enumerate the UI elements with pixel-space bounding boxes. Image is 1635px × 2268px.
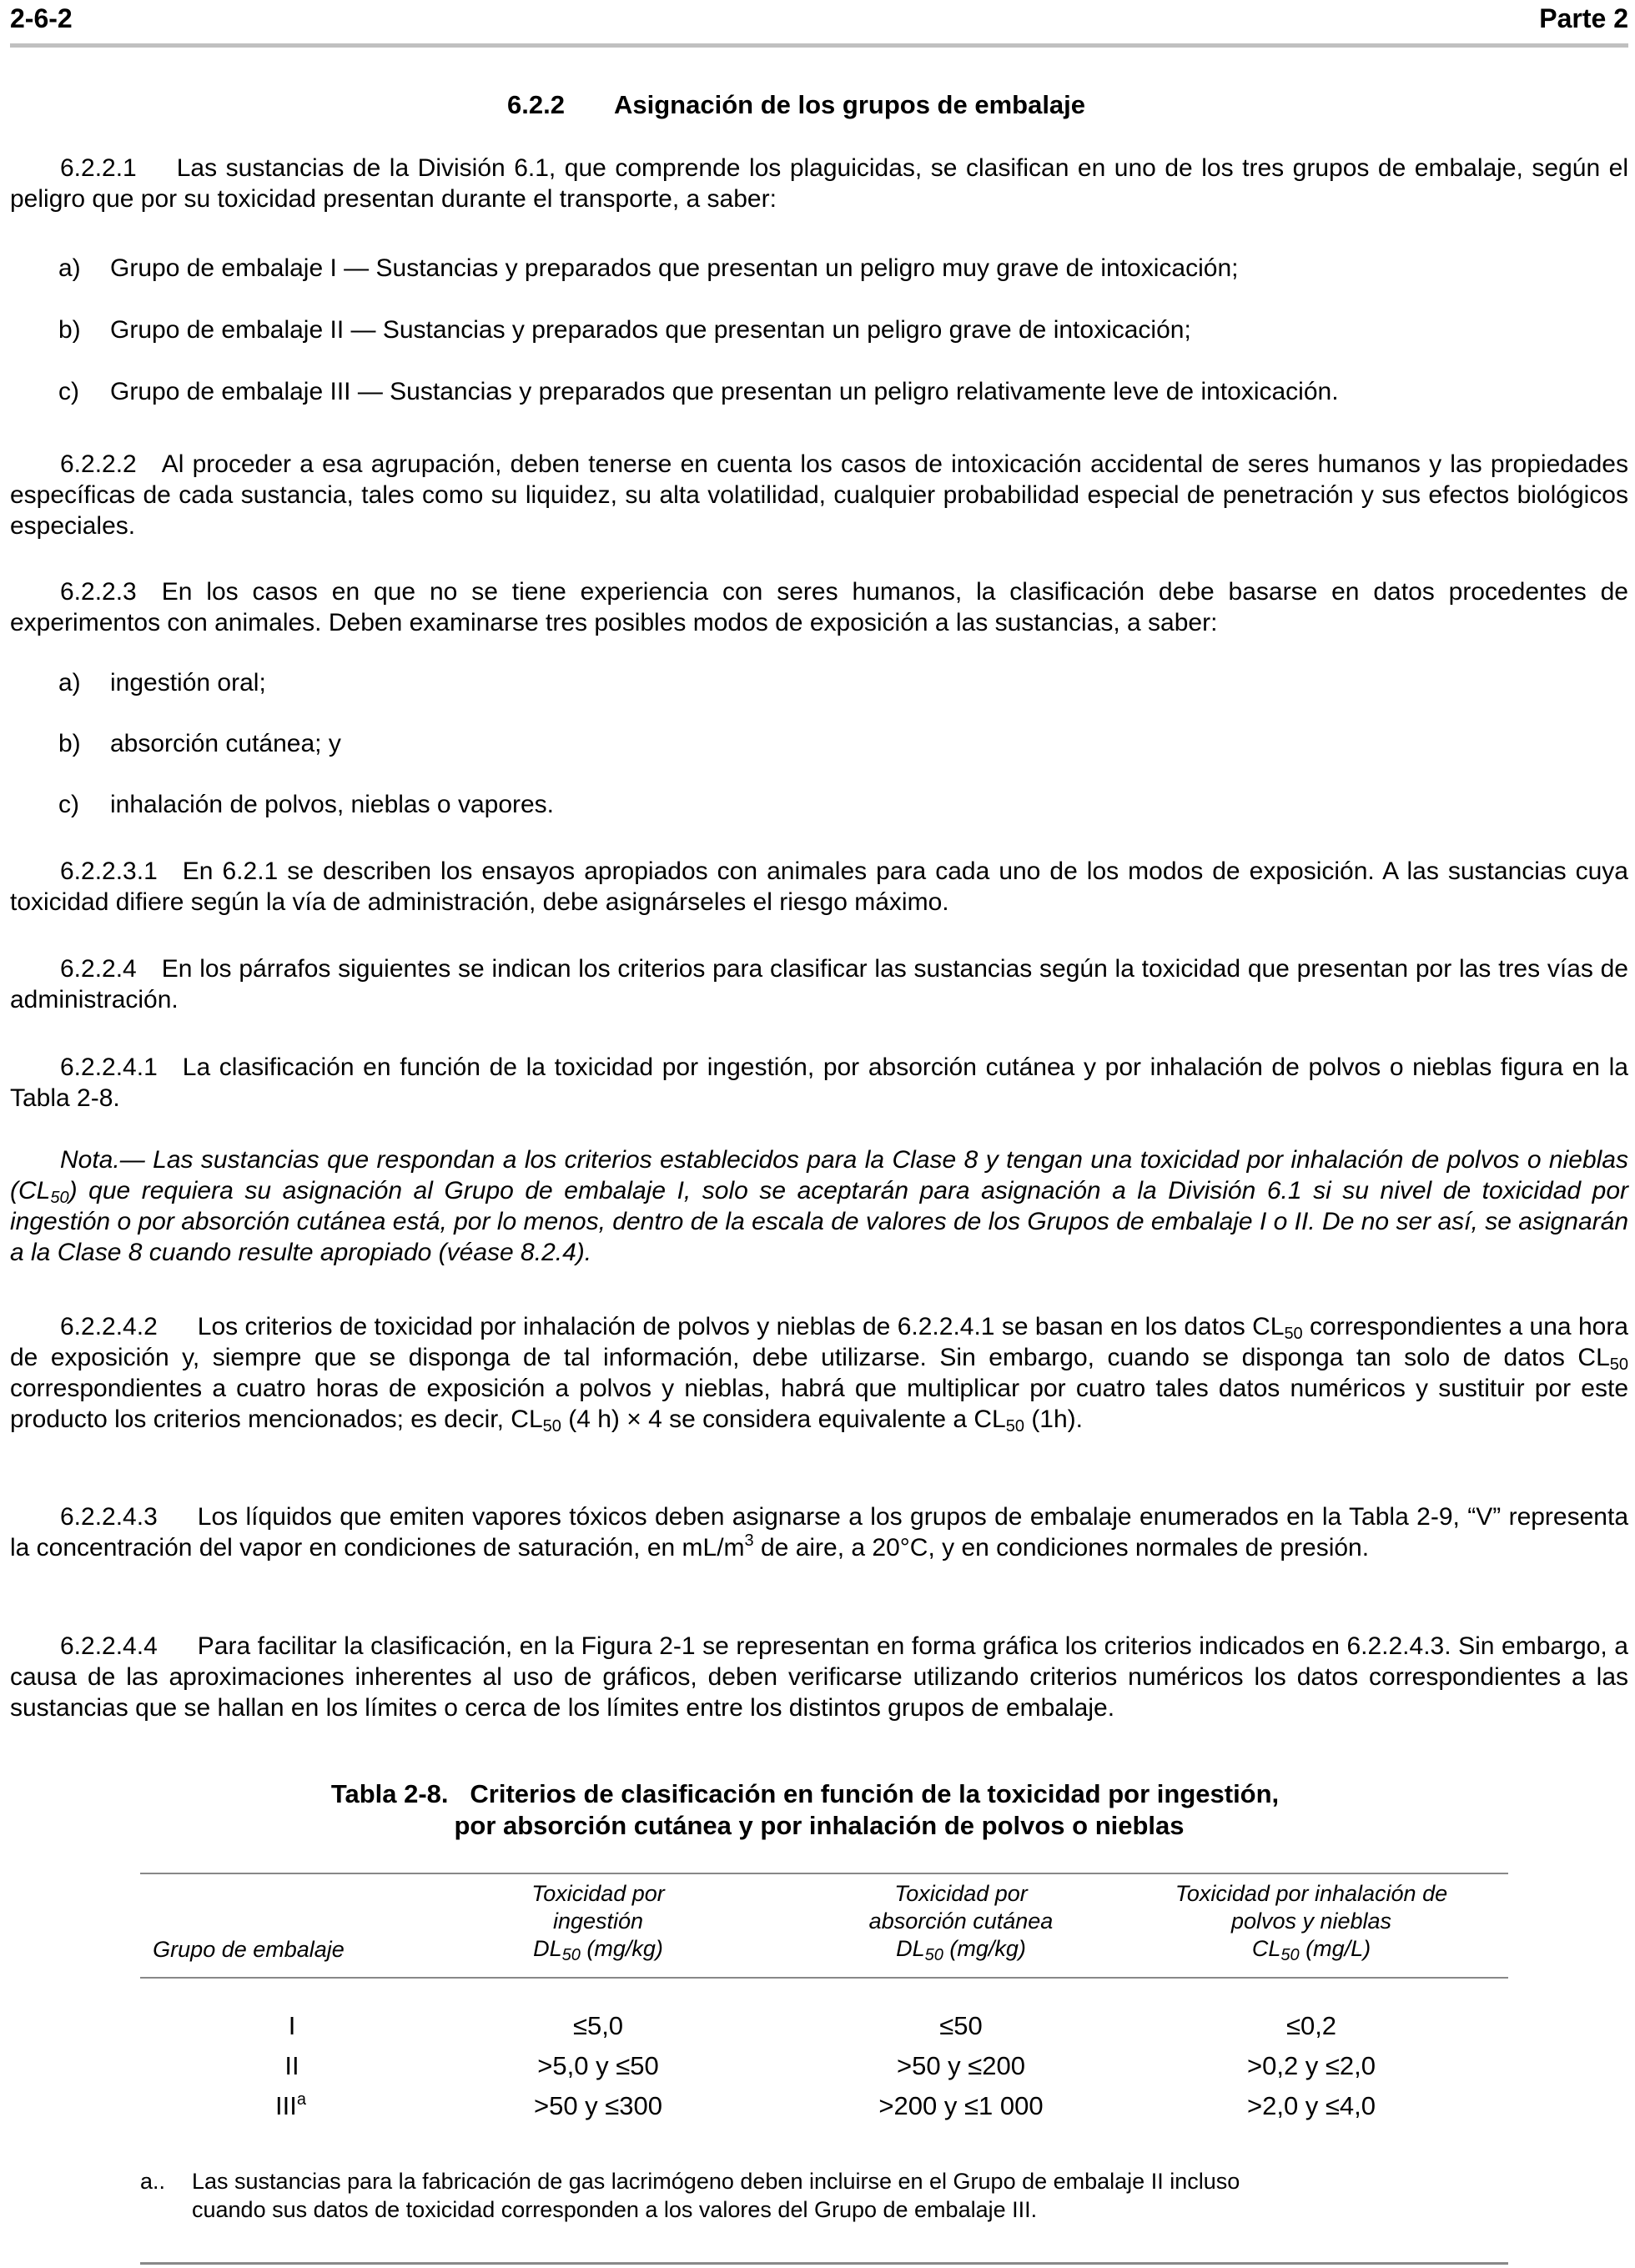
table-top-rule (140, 1873, 1508, 1874)
paragraph-text: En los casos en que no se tiene experiencia con seres humanos, la clasificación debe basarse en datos procedentes de experimentos con animales. Deben examinarse tres posibles modos de exposición a las sustancias, a saber: (10, 578, 1628, 636)
note-label: Nota.— (60, 1146, 145, 1174)
cell-group: II (284, 2051, 299, 2080)
paragraph-number: 6.2.2.3 (60, 578, 137, 606)
paragraph-6-2-2-1 (10, 153, 1628, 214)
cell-oral: ≤5,0 (572, 2011, 624, 2040)
paragraph-text: En 6.2.1 se describen los ensayos apropiados con animales para cada uno de los modos de exposición. A las sustancias cuya toxicidad difiere según la vía de administración, debe asignárseles el riesgo máximo. (10, 857, 1628, 916)
list-item: a) Grupo de embalaje I — Sustancias y preparados que presentan un peligro muy grave de intoxicación; (58, 254, 1239, 282)
cell-oral: >5,0 y ≤50 (537, 2051, 659, 2080)
header-rule (10, 43, 1628, 48)
footnote-ref: a (296, 2090, 306, 2109)
section-title: Asignación de los grupos de embalaje (614, 90, 1086, 119)
paragraph-text: Las sustancias de la División 6.1, que comprende los plaguicidas, se clasifican en uno de los tres grupos de embalaje, según el peligro que por su toxicidad presentan durante el transporte, a saber: (10, 154, 1628, 213)
list-item: c) inhalación de polvos, nieblas o vapores. (58, 791, 555, 818)
paragraph-text: La clasificación en función de la toxicidad por ingestión, por absorción cutánea y por inhalación de polvos o nieblas figura en la Tabla 2-8. (10, 1054, 1628, 1112)
paragraph-number: 6.2.2.4 (60, 955, 137, 983)
column-header-dermal: Toxicidad por absorción cutánea $DL_{50}$ (mg/kg) (868, 1881, 1054, 1964)
table-footnote: a.. Las sustancias para la fabricación de gas lacrimógeno deben incluirse en el Grupo de embalaje II incluso cuando sus datos de toxicidad corresponden a los valores del Grupo de embalaje III. (140, 2169, 1240, 2222)
paragraph-6-2-2-4 (10, 953, 1628, 1015)
column-header-oral: Toxicidad por ingestión $DL_{50}$ (mg/kg) (531, 1881, 665, 1964)
list-item: b) Grupo de embalaje II — Sustancias y preparados que presentan un peligro grave de intoxicación; (58, 316, 1191, 344)
table-number: Tabla 2-8. (330, 1779, 449, 1808)
list-item: c) Grupo de embalaje III — Sustancias y preparados que presentan un peligro relativamente leve de intoxicación. (58, 378, 1339, 405)
cell-inhalation: >0,2 y ≤2,0 (1246, 2051, 1376, 2080)
paragraph-number: 6.2.2.3.1 (60, 857, 158, 885)
table-bottom-rule (140, 2262, 1508, 2265)
table-header-rule (140, 1977, 1508, 1979)
cell-dermal: >200 y ≤1 000 (878, 2091, 1044, 2120)
page-number: 2-6-2 (10, 3, 73, 33)
paragraph-number: 6.2.2.1 (60, 154, 137, 182)
paragraph-number: 6.2.2.4.3 (60, 1503, 158, 1531)
paragraph-number: 6.2.2.2 (60, 450, 137, 478)
column-header-inhalation: Toxicidad por inhalación de polvos y nieblas $CL_{50}$ (mg/L) (1175, 1881, 1448, 1964)
paragraph-6-2-2-2 (10, 449, 1628, 541)
paragraph-text: Al proceder a esa agrupación, deben tenerse en cuenta los casos de intoxicación accidental de seres humanos y las propiedades específicas de cada sustancia, tales como su liquidez, su alta volatilidad, cualquier probabilidad especial de penetración y sus efectos biológicos especiales. (10, 450, 1628, 540)
cell-group: III$^a$ (275, 2090, 306, 2120)
paragraph-6-2-2-4-2: 6.2.2.4.2 Los criterios de toxicidad por inhalación de polvos y nieblas de 6.2.2.4.1 se basan en los datos $CL_{50}$ correspondientes a una hora de exposición y, siempre que se disponga de tal información, debe utilizarse. Sin embargo, cuando se disponga tan solo de datos $CL_{50}$ correspondientes a cuatro horas de exposición a polvos y nieblas, habrá que multiplicar por cuatro tales datos numéricos y sustituir por este producto los criterios mencionados; es decir, $CL_{50}$ (4 h) × 4 se considera equivalente a $CL_{50}$ (1h). (10, 1313, 1628, 1436)
cell-inhalation: ≤0,2 (1285, 2011, 1337, 2040)
part-label: Parte 2 (1539, 3, 1628, 33)
footnote-marker: a.. (140, 2169, 166, 2194)
table-caption: Tabla 2-8. Criterios de clasificación en función de la toxicidad por ingestión, por absorción cutánea y por inhalación de polvos o nieblas (330, 1779, 1280, 1840)
paragraph-6-2-2-3-1 (10, 856, 1628, 918)
paragraph-text: En los párrafos siguientes se indican los criterios para clasificar las sustancias según la toxicidad que presentan por las tres vías de administración. (10, 955, 1628, 1013)
paragraph-text: Para facilitar la clasificación, en la Figura 2-1 se representan en forma gráfica los criterios indicados en 6.2.2.4.3. Sin embargo, a causa de las aproximaciones inherentes al uso de gráficos, deben verificarse utilizando criterios numéricos los datos correspondientes a las sustancias que se hallan en los límites o cerca de los límites entre los distintos grupos de embalaje. (10, 1632, 1628, 1722)
cell-group: I (288, 2011, 296, 2040)
paragraph-6-2-2-3 (10, 576, 1628, 638)
paragraph-6-2-2-4-4 (10, 1631, 1628, 1723)
column-header-group: Grupo de embalaje (153, 1937, 345, 1962)
list-item: a) ingestión oral; (58, 669, 266, 696)
cell-dermal: >50 y ≤200 (896, 2051, 1026, 2080)
cell-dermal: ≤50 (939, 2011, 983, 2040)
section-number: 6.2.2 (507, 90, 565, 119)
paragraph-6-2-2-4-1 (10, 1052, 1628, 1114)
paragraph-number: 6.2.2.4.4 (60, 1632, 158, 1660)
paragraph-6-2-2-4-3: 6.2.2.4.3 Los líquidos que emiten vapores tóxicos deben asignarse a los grupos de embalaje enumerados en la Tabla 2-9, “V” representa la concentración del vapor en condiciones de saturación, en $mL/m^3$ de aire, a 20°C, y en condiciones normales de presión. (10, 1503, 1628, 1561)
note-paragraph: Nota.— Las sustancias que respondan a los criterios establecidos para la Clase 8 y tengan una toxicidad por inhalación de polvos o nieblas $(CL_{50})$ que requiera su asignación al Grupo de embalaje I, solo se aceptarán para asignación a la División 6.1 si su nivel de toxicidad por ingestión o por absorción cutánea está, por lo menos, dentro de la escala de valores de los Grupos de embalaje I o II. De no ser así, se asignarán a la Clase 8 cuando resulte apropiado (véase 8.2.4). (10, 1146, 1628, 1266)
cell-oral: >50 y ≤300 (533, 2091, 663, 2120)
section-heading (507, 90, 1085, 120)
cell-inhalation: >2,0 y ≤4,0 (1246, 2091, 1376, 2120)
list-item: b) absorción cutánea; y (58, 730, 341, 757)
paragraph-number: 6.2.2.4.1 (60, 1054, 158, 1081)
document-page (10, 0, 1628, 2268)
page-header (10, 0, 1628, 40)
paragraph-number: 6.2.2.4.2 (60, 1313, 158, 1340)
